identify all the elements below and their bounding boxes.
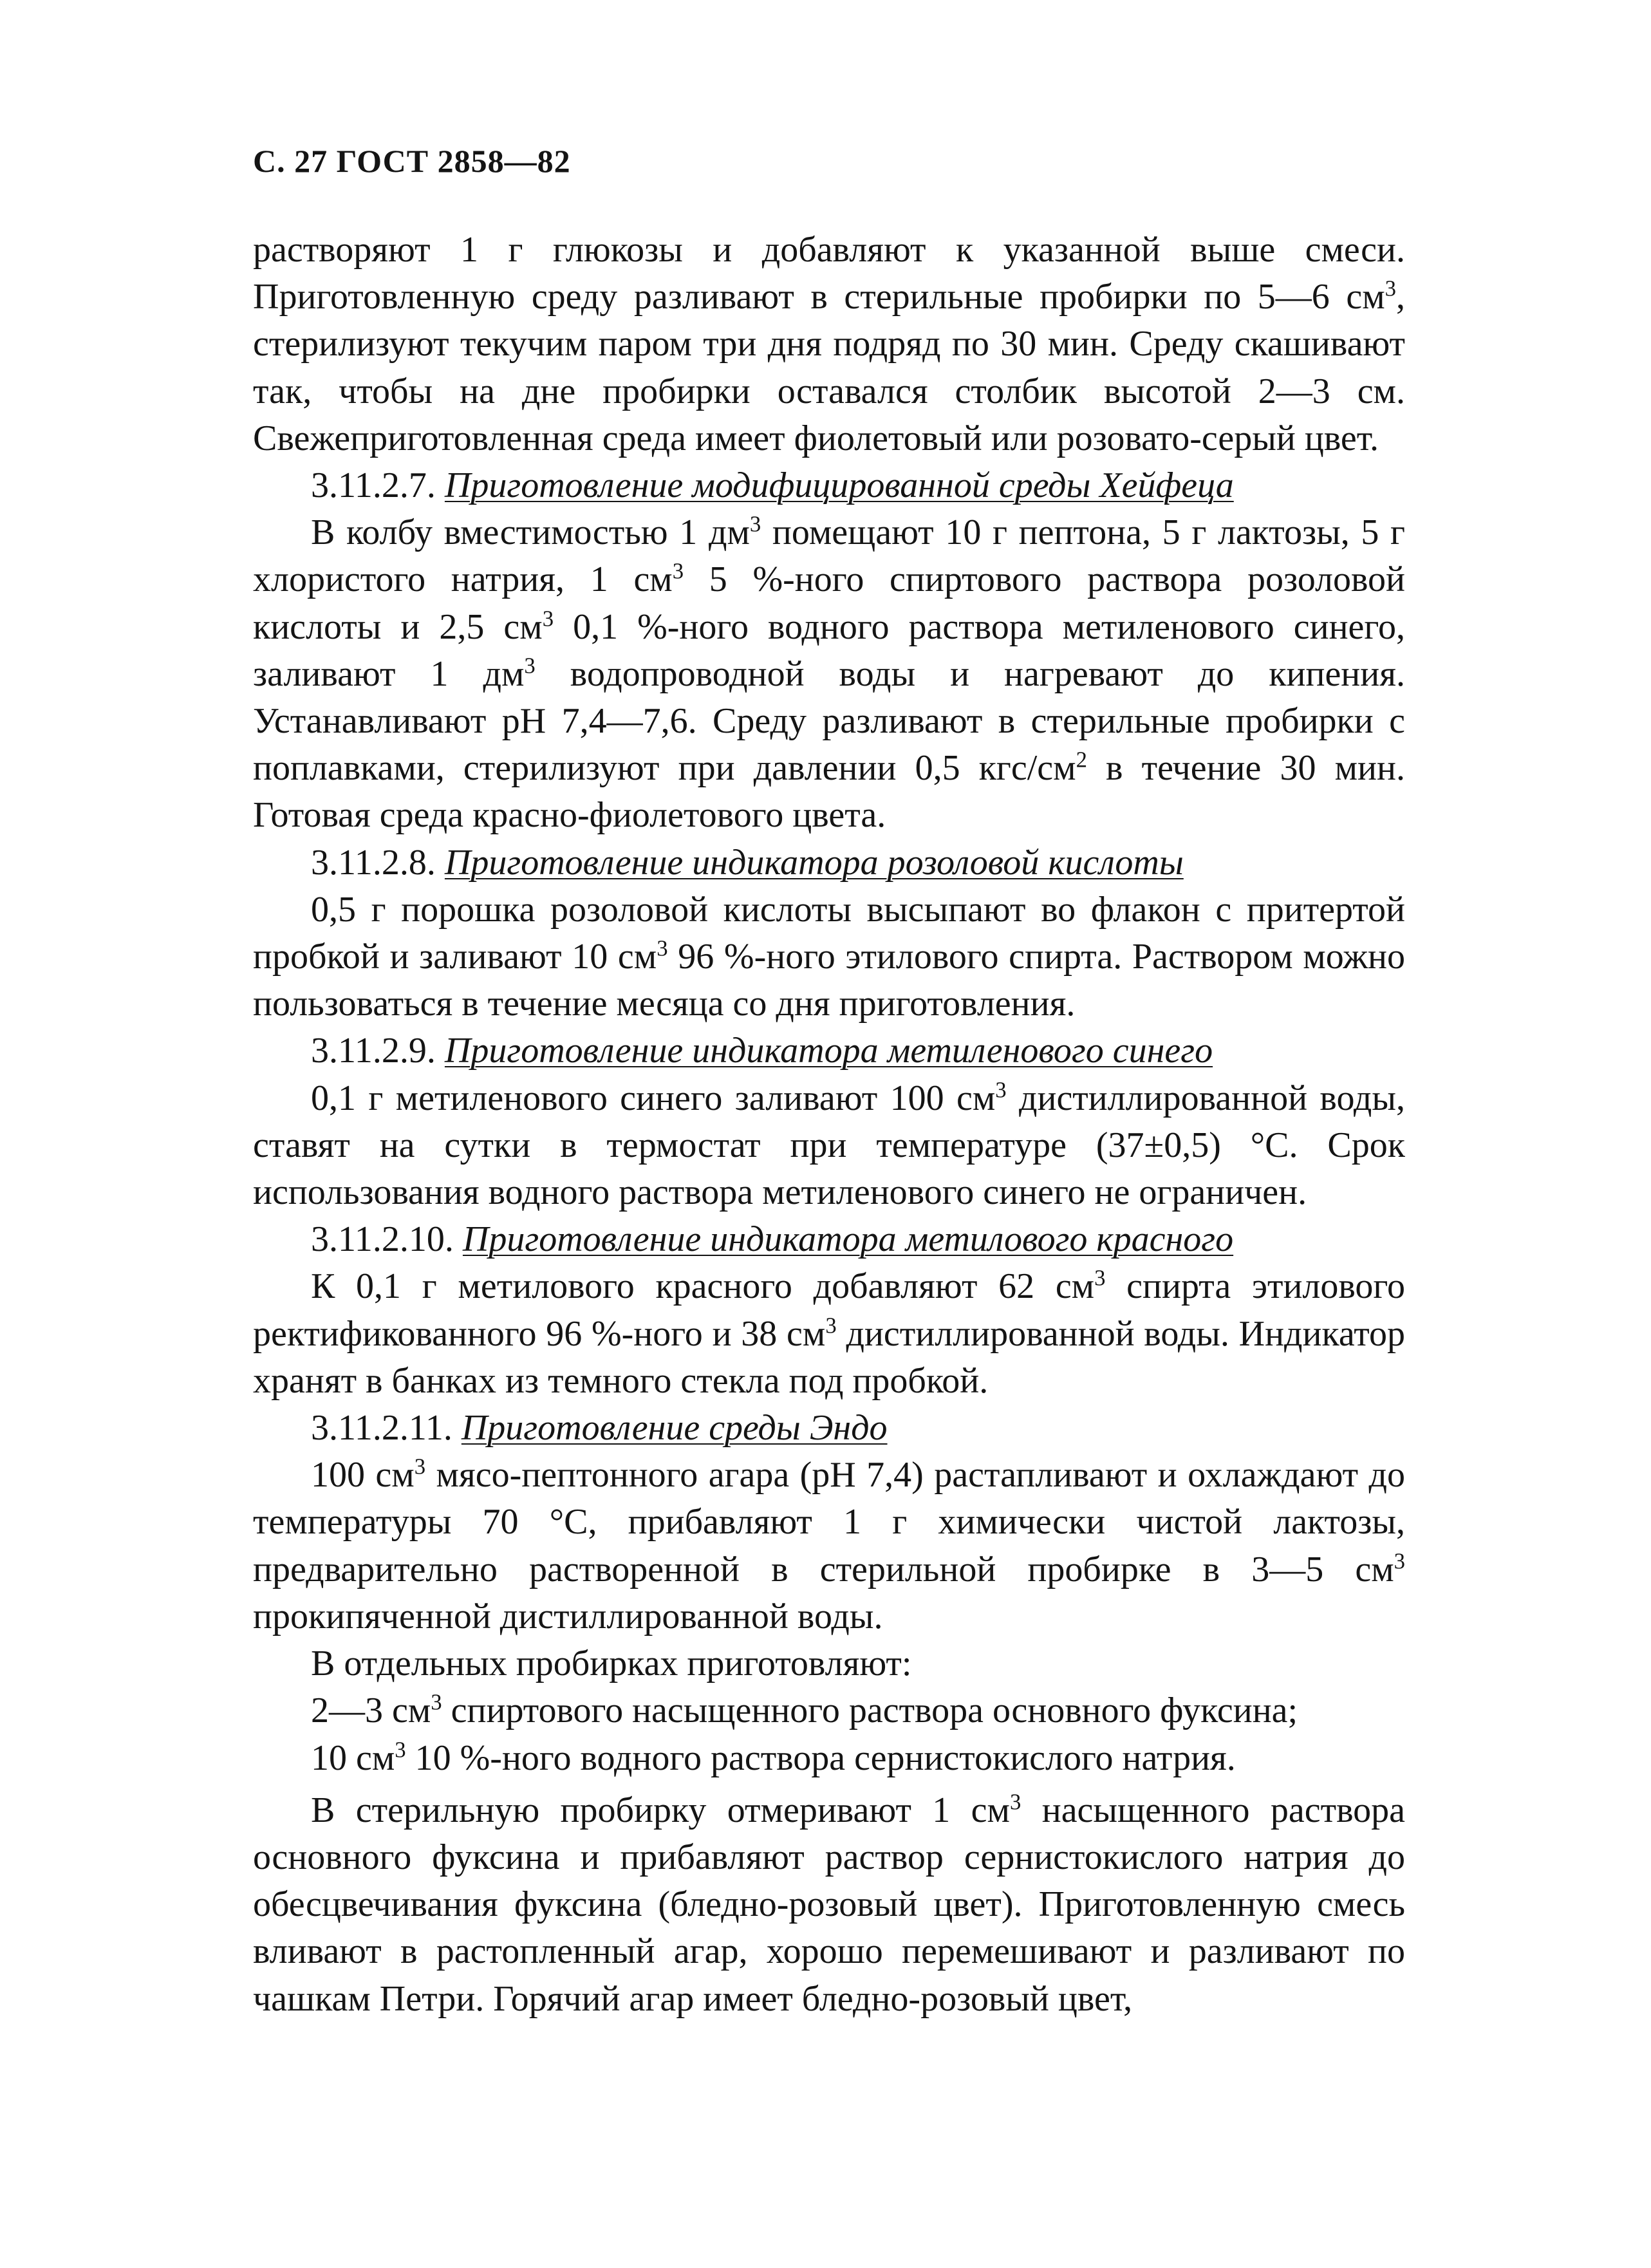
- text-run: в течение 30 мин. Готовая среда красно-фиолетового цвета.: [253, 748, 1405, 836]
- paragraph: [253, 1640, 1405, 1687]
- text-run: 10 %-ного водного раствора сернистокислого натрия.: [406, 1738, 1236, 1778]
- superscript: 3: [657, 935, 668, 961]
- text-run: В колбу вместимостью 1 дм: [311, 512, 750, 553]
- text-run: спирта этилового ректификованного 96 %-ного и 38 см: [253, 1266, 1406, 1354]
- text-run: дистиллированной воды, ставят на сутки в термостат при температуре (37±0,5) °С. Срок использования водного раствора метиленового синего не ограничен.: [253, 1078, 1405, 1213]
- section-title: Приготовление среды Эндо: [461, 1408, 888, 1448]
- section-title: Приготовление модифицированной среды Хейфеца: [444, 465, 1234, 506]
- text-run: водопроводной воды и нагревают до кипения. Устанавливают pH 7,4—7,6. Среду разливают в стерильные пробирки с поплавками, стерилизуют при давлении 0,5 кгс/см: [253, 653, 1405, 789]
- text-run: 2—3 см: [311, 1691, 431, 1731]
- paragraph: [253, 1075, 1405, 1217]
- text-run: насыщенного раствора основного фуксина и прибавляют раствор сернистокислого натрия до обесцвечивания фуксина (бледно-розовый цвет). Приготовленную смесь вливают в растопленный агар, хорошо перемешивают и разливают по чашкам Петри. Горячий агар имеет бледно-розовый цвет,: [253, 1790, 1406, 2019]
- superscript: 3: [672, 558, 684, 584]
- superscript: 3: [1394, 1548, 1405, 1574]
- text-run: 100 см: [311, 1455, 415, 1495]
- superscript: 2: [1076, 747, 1087, 773]
- document-page: [253, 142, 1405, 2023]
- text-run: 0,1 %-ного водного раствора метиленового синего, заливают 1 дм: [253, 606, 1405, 694]
- text-run: 0,1 г метиленового синего заливают 100 см: [311, 1078, 996, 1118]
- superscript: 3: [995, 1077, 1007, 1102]
- text-run: К 0,1 г метилового красного добавляют 62 см: [311, 1266, 1095, 1307]
- paragraph: [253, 1263, 1405, 1405]
- section-number: 3.11.2.8.: [311, 842, 436, 883]
- text-run: 10 см: [311, 1738, 395, 1778]
- paragraph: [253, 1735, 1405, 1782]
- superscript: 3: [395, 1736, 406, 1762]
- superscript: 3: [1385, 276, 1396, 301]
- text-run: помещают 10 г пептона, 5 г лактозы, 5 г хлористого натрия, 1 см: [253, 512, 1406, 600]
- section-number: 3.11.2.10.: [311, 1219, 454, 1260]
- superscript: 3: [749, 511, 761, 537]
- superscript: 3: [524, 653, 536, 679]
- paragraph: [253, 509, 1405, 839]
- superscript: 3: [542, 605, 554, 631]
- superscript: 3: [431, 1689, 442, 1715]
- section-title: Приготовление индикатора метиленового синего: [444, 1031, 1213, 1071]
- paragraph: [253, 227, 1405, 462]
- text-run: В отдельных пробирках приготовляют:: [311, 1644, 912, 1684]
- superscript: 3: [825, 1313, 837, 1338]
- text-run: прокипяченной дистиллированной воды.: [253, 1596, 883, 1636]
- text-run: мясо-пептонного агара (pH 7,4) растапливают и охлаждают до температуры 70 °С, прибавляют 1 г химически чистой лактозы, предварительно растворенной в стерильной пробирке в 3—5 см: [253, 1455, 1406, 1589]
- section-number: 3.11.2.7.: [311, 465, 436, 506]
- superscript: 3: [1009, 1789, 1021, 1815]
- page-header: С. 27 ГОСТ 2858—82: [253, 143, 571, 179]
- text-run: спиртового насыщенного раствора основного фуксина;: [442, 1691, 1298, 1731]
- document-body: [253, 227, 1405, 2023]
- text-run: растворяют 1 г глюкозы и добавляют к указанной выше смеси. Приготовленную среду разливают в стерильные пробирки по 5—6 см: [253, 230, 1405, 317]
- section-heading: [253, 839, 1405, 886]
- section-heading: [253, 1405, 1405, 1452]
- paragraph: [253, 1787, 1405, 2023]
- superscript: 3: [1094, 1265, 1106, 1291]
- paragraph: [253, 886, 1405, 1028]
- text-run: 0,5 г порошка розоловой кислоты высыпают во флакон с притертой пробкой и заливают 10 см: [253, 889, 1405, 977]
- paragraph: [253, 1452, 1405, 1640]
- text-run: 96 %-ного этилового спирта. Раствором можно пользоваться в течение месяца со дня приготовления.: [253, 937, 1405, 1024]
- text-run: В стерильную пробирку отмеривают 1 см: [311, 1790, 1010, 1830]
- section-title: Приготовление индикатора розоловой кислоты: [444, 842, 1184, 883]
- text-run: дистиллированной воды. Индикатор хранят в банках из темного стекла под пробкой.: [253, 1313, 1405, 1401]
- text-run: 5 %-ного спиртового раствора розоловой кислоты и 2,5 см: [253, 559, 1405, 647]
- superscript: 3: [414, 1454, 426, 1479]
- paragraph: [253, 1687, 1405, 1734]
- section-number: 3.11.2.9.: [311, 1031, 436, 1071]
- section-number: 3.11.2.11.: [311, 1408, 452, 1448]
- text-run: , стерилизуют текучим паром три дня подряд по 30 мин. Среду скашивают так, чтобы на дне пробирки оставался столбик высотой 2—3 см. Свежеприготовленная среда имеет фиолетовый или розовато-серый цвет.: [253, 277, 1405, 458]
- section-heading: [253, 462, 1405, 509]
- section-title: Приготовление индикатора метилового красного: [462, 1219, 1234, 1260]
- section-heading: [253, 1216, 1405, 1263]
- section-heading: [253, 1027, 1405, 1074]
